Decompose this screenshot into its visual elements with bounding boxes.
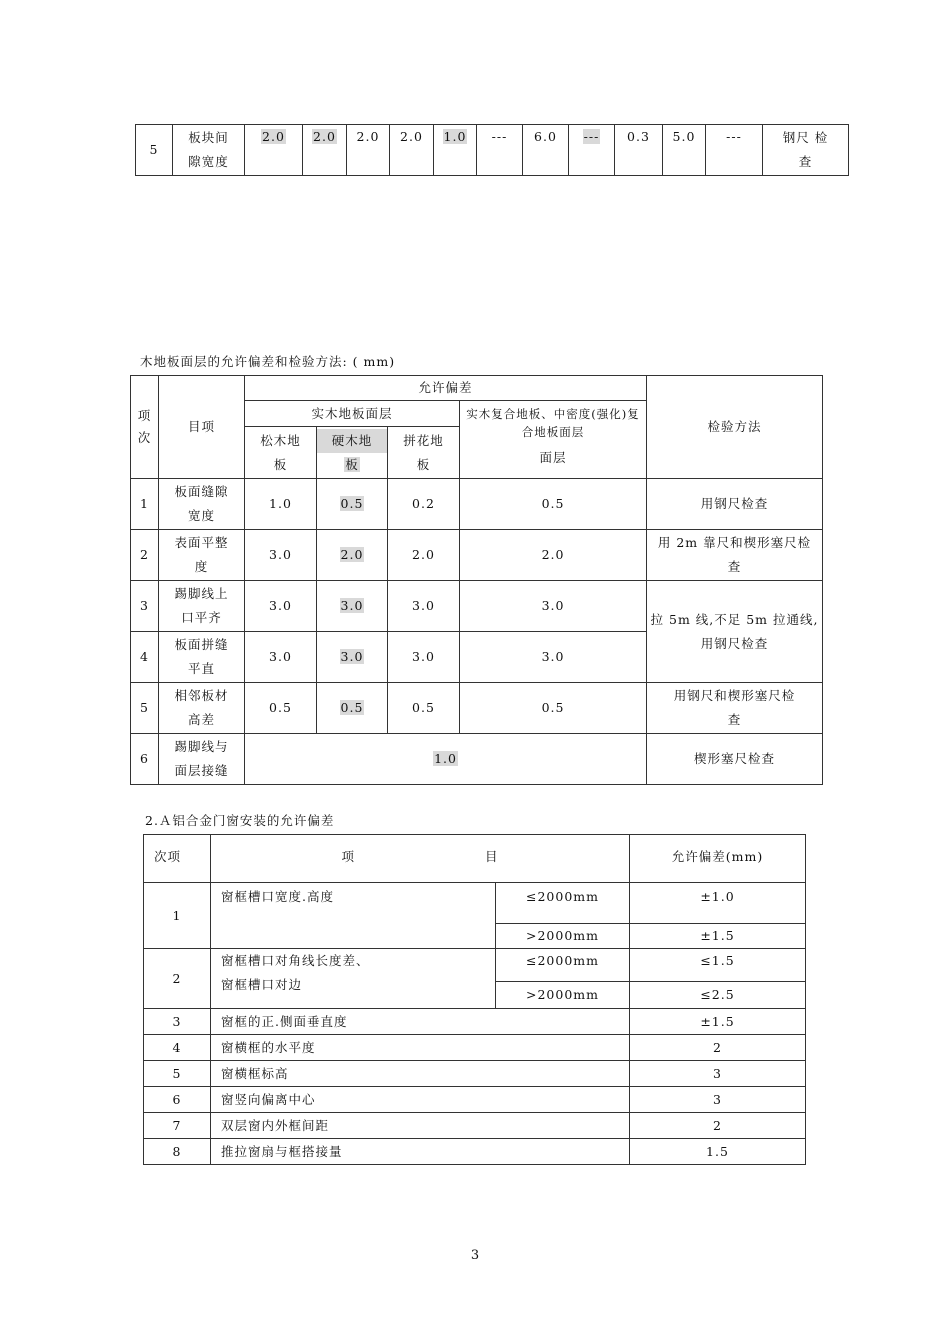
- hdr-pine: 松木地 板: [245, 427, 317, 479]
- hdr-parquet: 拼花地 板: [388, 427, 460, 479]
- hdr-num: 项 次: [131, 376, 159, 479]
- hdr-solid: 实木地板面层: [245, 401, 460, 427]
- hdr-composite: 实木复合地板、中密度(强化)复合地板面层 面层: [460, 401, 647, 479]
- top-row-item: 板块间 隙宽度: [173, 125, 245, 176]
- top-row-value: 2.0: [303, 125, 347, 176]
- hdr2-item: 项 目: [211, 835, 630, 883]
- top-row-value: ---: [706, 125, 763, 176]
- top-row-value: ---: [477, 125, 523, 176]
- top-row-value: ---: [569, 125, 615, 176]
- top-row-value: 2.0: [347, 125, 390, 176]
- table-row: 3 窗框的正.侧面垂直度 ±1.5: [144, 1009, 806, 1035]
- table-row: 5 窗横框标高 3: [144, 1061, 806, 1087]
- table-row: 3 踢脚线上 口平齐 3.0 3.0 3.0 3.0 拉 5m 线,不足 5m 拉通线, 用钢尺检查: [131, 581, 823, 632]
- top-row-value: 1.0: [434, 125, 477, 176]
- top-row-table: [135, 124, 849, 176]
- wood-floor-table: [130, 375, 823, 785]
- top-row-value: 2.0: [245, 125, 303, 176]
- hdr-allowed: 允许偏差: [245, 376, 647, 401]
- table-row: 6 踢脚线与 面层接缝 1.0 楔形塞尺检查: [131, 734, 823, 785]
- hdr2-allowed: 允许偏差(mm): [630, 835, 806, 883]
- table-row: 6 窗竖向偏离中心 3: [144, 1087, 806, 1113]
- page-number: 3: [470, 1248, 480, 1263]
- table2-caption: 2.Ａ铝合金门窗安装的允许偏差: [145, 813, 335, 828]
- hdr-method: 检验方法: [647, 376, 823, 479]
- table-row: 2 表面平整 度 3.0 2.0 2.0 2.0 用 2m 靠尺和楔形塞尺检 查: [131, 530, 823, 581]
- table-row: 7 双层窗内外框间距 2: [144, 1113, 806, 1139]
- top-row-num: 5: [136, 125, 173, 176]
- top-row-value: 6.0: [523, 125, 569, 176]
- top-row-value: 2.0: [390, 125, 434, 176]
- top-row-value: 0.3: [615, 125, 663, 176]
- window-install-table: 次项 项 目 允许偏差(mm) 1 窗框槽口宽度.高度 ≤2000mm ±1.0 >2000mm ±1.5 2 窗框槽口对角线长度差、 窗框槽口对边 ≤2000mm ≤1.5 >2000mm ≤2.5 3 窗框的正.侧面垂直度 ±1.5 4 窗横框的水平度 2 5 窗横框标高 3 6 窗竖向偏离中心 3 7 双层窗内外框间距 2 8 推拉窗扇与框搭接量 1.5: [143, 834, 806, 1165]
- hdr-item: 目项: [159, 376, 245, 479]
- hdr-hard: 硬木地 板: [317, 427, 388, 479]
- method-34: 拉 5m 线,不足 5m 拉通线, 用钢尺检查: [647, 581, 823, 683]
- table-row: 5 相邻板材 高差 0.5 0.5 0.5 0.5 用钢尺和楔形塞尺检 查: [131, 683, 823, 734]
- table-row: 8 推拉窗扇与框搭接量 1.5: [144, 1139, 806, 1165]
- table-row: 1 板面缝隙 宽度 1.0 0.5 0.2 0.5 用钢尺检查: [131, 479, 823, 530]
- top-row-value: 5.0: [663, 125, 706, 176]
- table-row: 4 板面拼缝 平直 3.0 3.0 3.0 3.0: [131, 632, 823, 683]
- table-row: 4 窗横框的水平度 2: [144, 1035, 806, 1061]
- top-row-method: 钢尺 检 查: [763, 125, 849, 176]
- hdr2-num: 次项: [144, 835, 211, 883]
- table1-caption: 木地板面层的允许偏差和检验方法: ( mm): [140, 354, 396, 369]
